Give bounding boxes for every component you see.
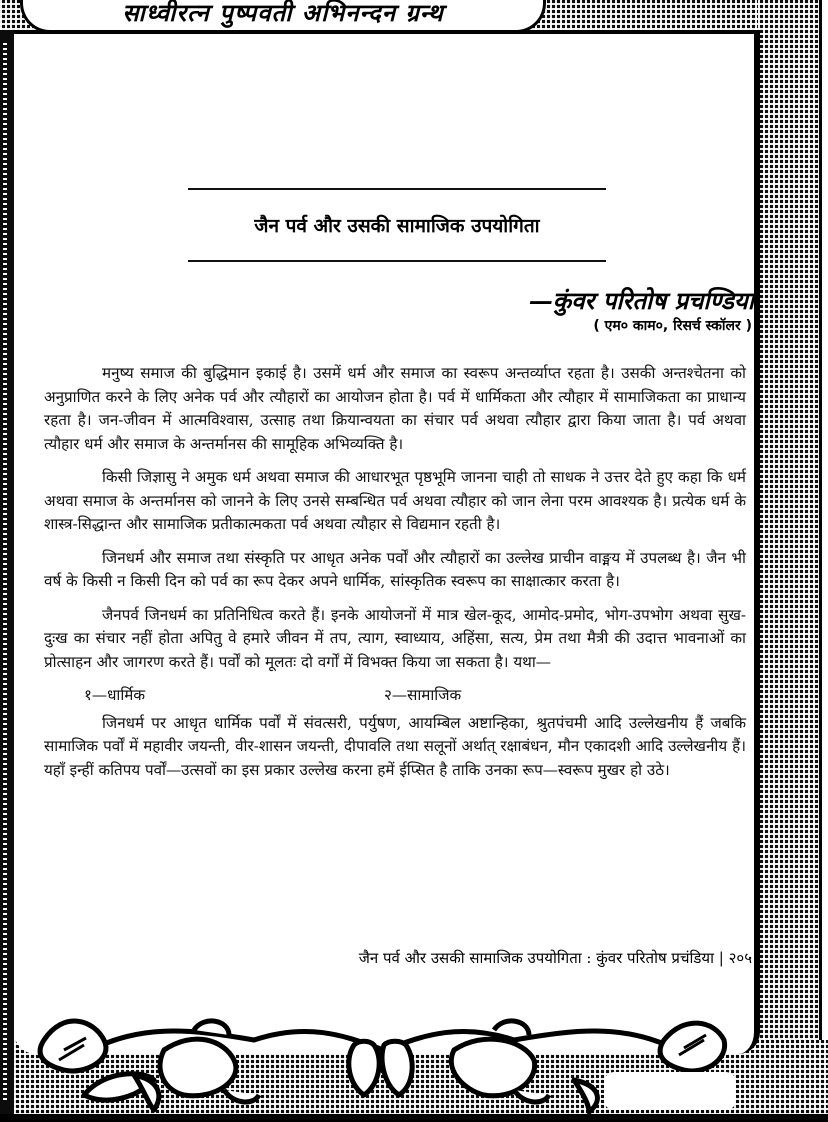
article-title: जैन पर्व और उसकी सामाजिक उपयोगिता — [254, 215, 540, 237]
paragraph: जैनपर्व जिनधर्म का प्रतिनिधित्व करते हैं। इनके आयोजनों में मात्र खेल-कूद, आमोद-प्रमोद, भोग-उपभोग अथवा सुख-दुःख का संचार नहीं होता अपितु वे हमारे जीवन में तप, त्याग, स्वाध्याय, अहिंसा, सत्य, प्रेम तथा मैत्री की उदात्त भावनाओं का प्रोत्साहन और जागरण करते हैं। पर्वों को मूलतः दो वर्गों में विभक्त किया जा सकता है। यथा— — [44, 605, 746, 671]
paragraph: जिनधर्म पर आधृत धार्मिक पर्वों में संवत्सरी, पर्युषण, आयम्बिल अष्टान्हिका, श्रुतपंचमी आदि उल्लेखनीय हैं जबकि सामाजिक पर्वों में महावीर जयन्ती, वीर-शासन जयन्ती, दीपावलि तथा सलूनों अर्थात् रक्षाबंधन, मौन एकादशी आदि उल्लेखनीय हैं। यहाँ इन्हीं कतिपय पर्वों—उत्सवों का इस प्रकार उल्लेख करना हमें ईप्सित है ताकि उनका रूप—स्वरूप मुखर हो उठे। — [44, 713, 746, 779]
paragraph: किसी जिज्ञासु ने अमुक धर्म अथवा समाज की आधारभूत पृष्ठभूमि जानना चाही तो साधक ने उत्तर देते हुए कहा कि धर्म अथवा समाज के अन्तर्मानस को जानने के लिए उनसे सम्बन्धित पर्व अथवा त्यौहार को जान लेना परम आवश्यक है। प्रत्येक धर्म के शास्त्र-सिद्धान्त और सामाजिक प्रतीकात्मकता पर्व अथवा त्यौहार से विद्यमान रहती है। — [44, 468, 746, 533]
author-name: —कुंवर परितोष प्रचण्डिया — [528, 286, 754, 315]
title-rule-bottom — [188, 260, 606, 262]
blank-label-box — [604, 1072, 736, 1110]
category-social: २—सामाजिक — [384, 686, 462, 704]
right-border-edge — [819, 0, 828, 1122]
author-credentials: ( एम० काम०, रिसर्च स्कॉलर ) — [593, 318, 752, 334]
right-hatched-border — [758, 0, 828, 1122]
paragraph: जिनधर्म और समाज तथा संस्कृति पर आधृत अनेक पर्वों और त्यौहारों का उल्लेख प्राचीन वाङ्मय में उपलब्ध है। जैन भी वर्ष के किसी न किसी दिन को पर्व का रूप देकर अपने धार्मिक, सांस्कृतिक स्वरूप का साक्षात्कार करता है। — [44, 548, 746, 590]
title-rule-top — [188, 188, 606, 190]
running-title: जैन पर्व और उसकी सामाजिक उपयोगिता : कुंवर परितोष प्रचंडिया — [358, 949, 714, 967]
article-body — [44, 362, 746, 792]
page-number: २०५ — [728, 949, 752, 967]
category-religious: १—धार्मिक — [84, 686, 146, 704]
festival-categories — [44, 684, 746, 708]
bottom-rule — [0, 1114, 828, 1122]
footer-separator: | — [718, 949, 724, 967]
book-title-banner — [20, 0, 546, 33]
left-border-dots — [3, 40, 7, 1100]
running-footer — [359, 948, 752, 968]
paragraph: मनुष्य समाज की बुद्धिमान इकाई है। उसमें धर्म और समाज का स्वरूप अन्तर्व्याप्त रहता है। उसकी अन्तश्चेतना को अनुप्राणित करने के लिए अनेक पर्व और त्यौहारों का आयोजन होता है। पर्व में धार्मिकता और त्यौहार में सामाजिकता का प्राधान्य रहता है। जन-जीवन में आत्मविश्वास, उत्साह तथा क्रियान्वयता का संचार पर्व अथवा त्यौहार द्वारा किया जाता है। पर्व अथवा त्यौहार धर्म और समाज के अन्तर्मानस की सामूहिक अभिव्यक्ति है। — [44, 364, 746, 453]
book-title: साध्वीरत्न पुष्पवती अभिनन्दन ग्रन्थ — [122, 0, 444, 27]
